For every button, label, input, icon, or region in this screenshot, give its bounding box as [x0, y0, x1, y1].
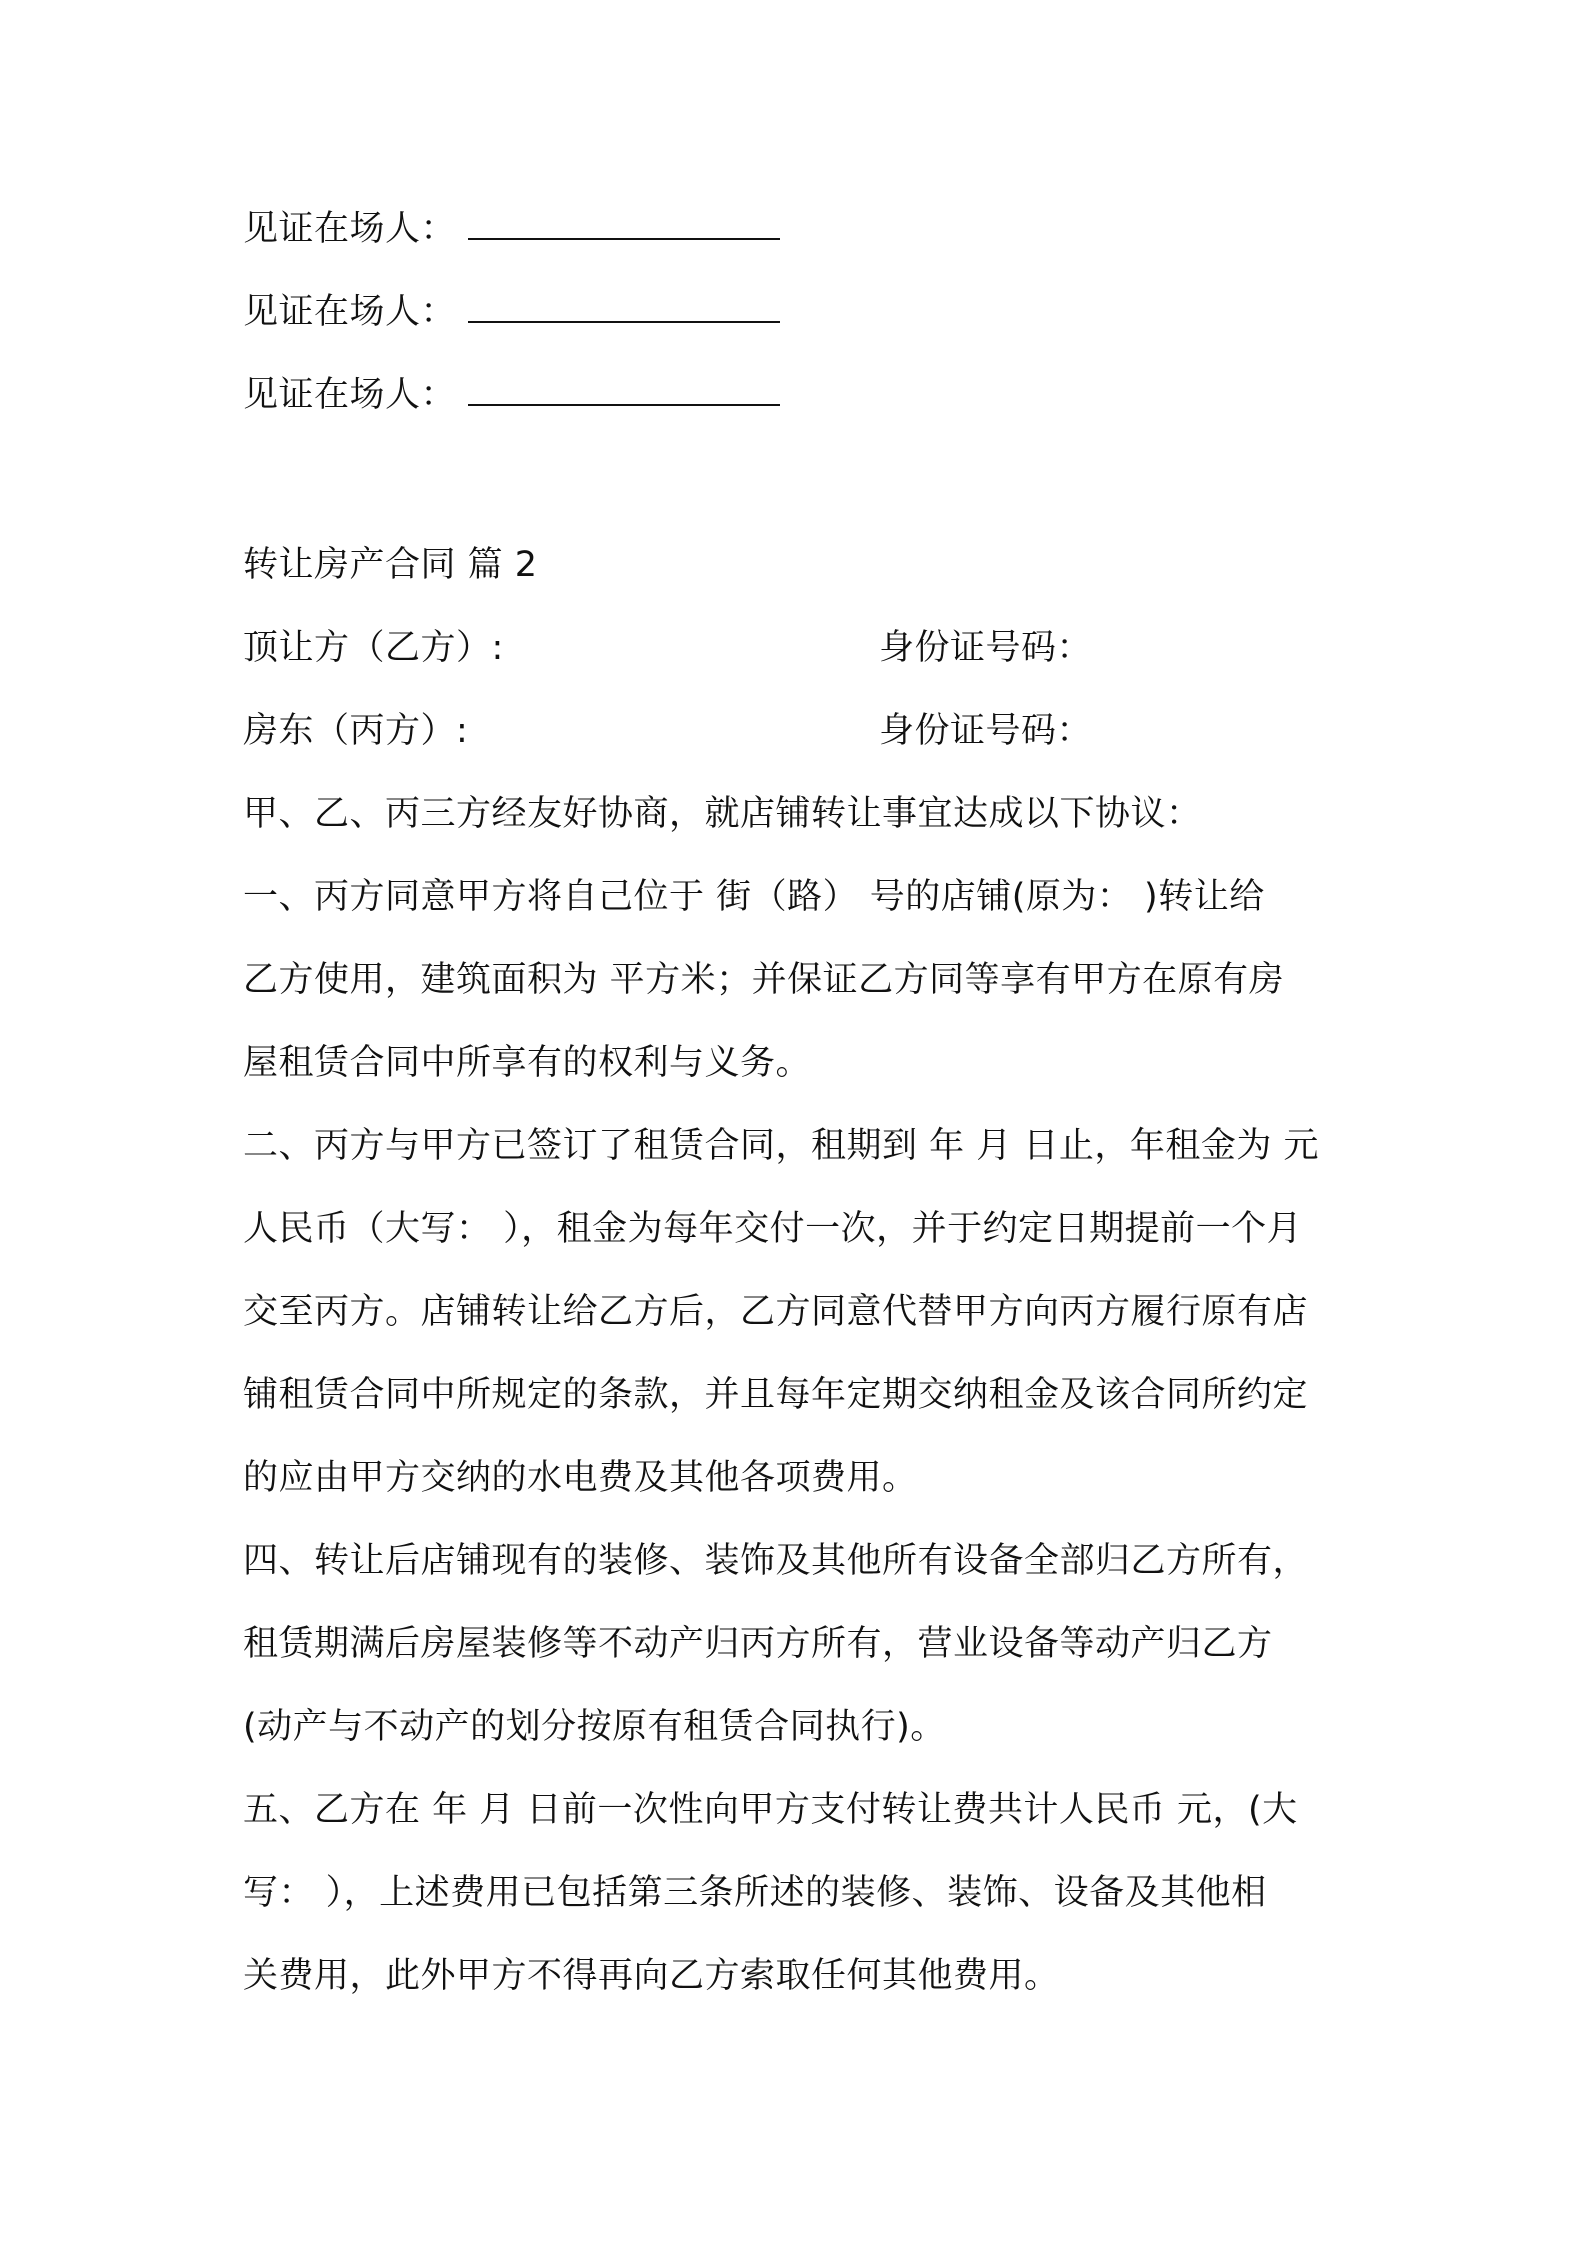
clause-text-line: 四、转让后店铺现有的装修、装饰及其他所有设备全部归乙方所有， — [243, 1541, 1309, 1581]
clause-text-line: 写： ），上述费用已包括第三条所述的装修、装饰、设备及其他相 — [243, 1873, 1267, 1913]
clause-text-line: 铺租赁合同中所规定的条款，并且每年定期交纳租金及该合同所约定 — [243, 1375, 1309, 1415]
party-landlord-id-label: 身份证号码： — [879, 711, 1093, 751]
witness-line-2 — [243, 288, 780, 336]
clause-text-line: 一、丙方同意甲方将自己位于 街（路） 号的店铺(原为： )转让给 — [243, 877, 1265, 917]
clause-text-line: 租赁期满后房屋装修等不动产归丙方所有，营业设备等动产归乙方 — [243, 1624, 1273, 1664]
witness-line-1 — [243, 205, 780, 253]
clause-text-line: 二、丙方与甲方已签订了租赁合同，租期到 年 月 日止，年租金为 元 — [243, 1126, 1320, 1166]
section-title: 转让房产合同 篇 2 — [243, 545, 538, 585]
witness-label: 见证在场人： — [243, 209, 457, 249]
agreement-intro: 甲、乙、丙三方经友好协商，就店铺转让事宜达成以下协议： — [243, 794, 1202, 834]
witness-label: 见证在场人： — [243, 375, 457, 415]
witness-label: 见证在场人： — [243, 292, 457, 332]
party-transferee-id-label: 身份证号码： — [879, 628, 1093, 668]
clause-text-line: 交至丙方。店铺转让给乙方后，乙方同意代替甲方向丙方履行原有店 — [243, 1292, 1309, 1332]
clause-text-line: 乙方使用，建筑面积为 平方米；并保证乙方同等享有甲方在原有房 — [243, 960, 1285, 1000]
signature-blank — [468, 374, 780, 406]
party-transferee-label: 顶让方（乙方）: — [243, 628, 504, 668]
clause-text-line: 人民币（大写： ），租金为每年交付一次，并于约定日期提前一个月 — [243, 1209, 1303, 1249]
clause-text-line: 关费用，此外甲方不得再向乙方索取任何其他费用。 — [243, 1956, 1060, 1996]
clause-text-line: 屋租赁合同中所享有的权利与义务。 — [243, 1043, 812, 1083]
witness-line-3 — [243, 371, 780, 419]
signature-blank — [468, 291, 780, 323]
clause-text-line: 的应由甲方交纳的水电费及其他各项费用。 — [243, 1458, 918, 1498]
clause-text-line: 五、乙方在 年 月 日前一次性向甲方支付转让费共计人民币 元，(大 — [243, 1790, 1298, 1830]
clause-text-line: (动产与不动产的划分按原有租赁合同执行)。 — [243, 1707, 946, 1747]
signature-blank — [468, 208, 780, 240]
party-landlord-label: 房东（丙方）: — [243, 711, 469, 751]
